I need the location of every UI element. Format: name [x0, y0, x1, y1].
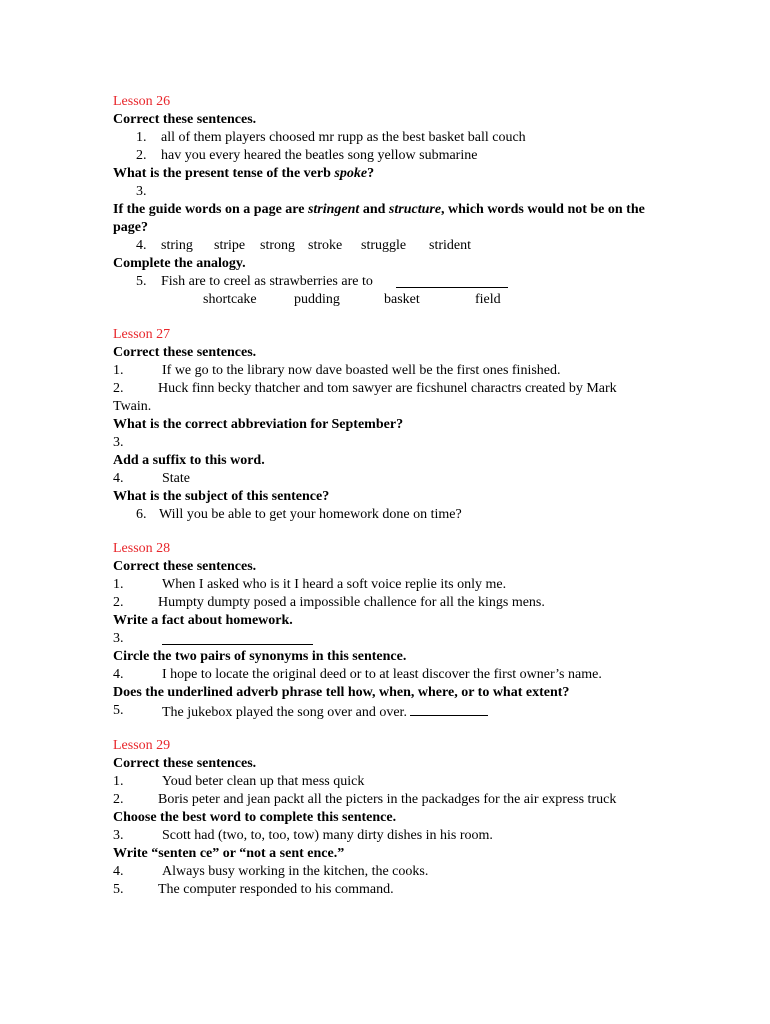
list-item — [113, 147, 673, 165]
list-item — [113, 773, 673, 791]
list-item — [113, 576, 673, 594]
section-heading — [113, 165, 673, 183]
section-heading: Circle the two pairs of synonyms in this sentence. — [113, 649, 407, 664]
item-number: 4. — [113, 864, 124, 879]
heading-text: , which words would not be on the page? — [113, 202, 645, 235]
choice-option: field — [475, 292, 501, 307]
item-text: all of them players choosed mr rupp as the best basket ball couch — [161, 130, 526, 145]
heading-emphasis: spoke — [334, 166, 368, 181]
section-heading: Correct these sentences. — [113, 112, 257, 127]
item-text: Always busy working in the kitchen, the cooks. — [162, 864, 429, 879]
list-item — [113, 666, 673, 684]
item-number: 5. — [113, 882, 124, 897]
heading-emphasis: structure — [388, 202, 442, 217]
section-heading: Complete the analogy. — [113, 256, 246, 271]
lesson-title: Lesson 27 — [113, 327, 171, 342]
lesson-26 — [113, 93, 673, 309]
list-item — [113, 630, 673, 648]
item-number: 3. — [113, 828, 124, 843]
item-text: The computer responded to his command. — [158, 882, 394, 897]
item-text: Humpty dumpty posed a impossible challence for all the kings mens. — [158, 595, 545, 610]
heading-emphasis: stringent — [307, 202, 360, 217]
section-heading: What is the subject of this sentence? — [113, 489, 330, 504]
section-heading: What is the correct abbreviation for September? — [113, 417, 404, 432]
analogy-choices — [113, 291, 673, 309]
item-number: 1. — [113, 774, 124, 789]
lesson-29 — [113, 737, 673, 899]
lesson-title: Lesson 29 — [113, 738, 171, 753]
heading-text: ? — [367, 166, 375, 181]
section-heading: Choose the best word to complete this sentence. — [113, 810, 397, 825]
list-item — [113, 791, 673, 809]
item-text: hav you every heared the beatles song yellow submarine — [161, 148, 478, 163]
answer-blank — [162, 631, 313, 645]
lesson-title: Lesson 28 — [113, 541, 171, 556]
answer-blank — [396, 274, 508, 288]
list-item — [113, 183, 673, 201]
list-item — [113, 594, 673, 612]
item-number: 2. — [136, 148, 147, 163]
item-number: 3. — [113, 435, 124, 450]
list-item — [113, 470, 673, 488]
sentence-text: . — [403, 705, 407, 720]
heading-text: If the guide words on a page are — [113, 202, 308, 217]
word-option: string — [161, 238, 193, 253]
underlined-phrase: over and over — [327, 705, 404, 720]
item-text: I hope to locate the original deed or to at least discover the first owner’s name. — [162, 667, 602, 682]
list-item — [113, 702, 673, 720]
list-item — [113, 434, 673, 452]
section-heading: Does the underlined adverb phrase tell how, when, where, or to what extent? — [113, 685, 570, 700]
lesson-28 — [113, 540, 673, 720]
section-heading — [113, 201, 653, 237]
item-number: 4. — [136, 238, 147, 253]
heading-text: and — [359, 202, 389, 217]
section-heading: Add a suffix to this word. — [113, 453, 265, 468]
list-item — [113, 380, 658, 416]
item-text: Youd beter clean up that mess quick — [162, 774, 365, 789]
item-number: 1. — [113, 363, 124, 378]
item-number: 6. — [136, 507, 147, 522]
guide-word-list — [113, 237, 673, 255]
word-option: strident — [429, 238, 471, 253]
lesson-title: Lesson 26 — [113, 94, 171, 109]
list-item — [113, 827, 673, 845]
item-text: State — [162, 471, 190, 486]
list-item — [113, 881, 673, 899]
word-option: stripe — [214, 238, 246, 253]
word-option: strong — [260, 238, 295, 253]
item-text: When I asked who is it I heard a soft voice replie its only me. — [162, 577, 507, 592]
item-number: 1. — [113, 577, 124, 592]
item-number: 3. — [113, 631, 124, 646]
choice-option: pudding — [294, 292, 340, 307]
choice-option: basket — [384, 292, 420, 307]
item-text: Will you be able to get your homework done on time? — [159, 507, 462, 522]
list-item — [113, 863, 673, 881]
list-item — [113, 129, 673, 147]
item-text: Boris peter and jean packt all the picters in the packadges for the air express truck — [158, 792, 617, 807]
item-number: 1. — [136, 130, 147, 145]
item-text: Scott had (two, to, too, tow) many dirty dishes in his room. — [162, 828, 493, 843]
section-heading: Correct these sentences. — [113, 559, 257, 574]
item-number: 2. — [113, 595, 124, 610]
item-text: Fish are to creel as strawberries are to — [161, 274, 373, 289]
word-option: struggle — [361, 238, 407, 253]
item-number: 5. — [113, 703, 124, 718]
section-heading: Correct these sentences. — [113, 756, 257, 771]
item-number: 2. — [113, 792, 124, 807]
choice-option: shortcake — [203, 292, 257, 307]
sentence-text: The jukebox played the song — [162, 705, 328, 720]
list-item — [113, 506, 673, 524]
item-number: 3. — [136, 184, 147, 199]
section-heading: Write a fact about homework. — [113, 613, 293, 628]
item-number: 2. — [113, 381, 124, 396]
word-option: stroke — [308, 238, 343, 253]
list-item — [113, 362, 673, 380]
item-text: Huck finn becky thatcher and tom sawyer are ficshunel charactrs created by Mark Twain. — [113, 381, 617, 414]
lesson-27 — [113, 326, 673, 524]
section-heading: Correct these sentences. — [113, 345, 257, 360]
item-number: 4. — [113, 471, 124, 486]
section-heading: Write “senten ce” or “not a sent ence.” — [113, 846, 345, 861]
item-text: If we go to the library now dave boasted well be the first ones finished. — [162, 363, 561, 378]
item-number: 4. — [113, 667, 124, 682]
answer-blank — [410, 702, 488, 716]
item-number: 5. — [136, 274, 147, 289]
list-item — [113, 273, 673, 291]
item-text — [162, 702, 488, 722]
heading-text: What is the present tense of the verb — [113, 166, 335, 181]
